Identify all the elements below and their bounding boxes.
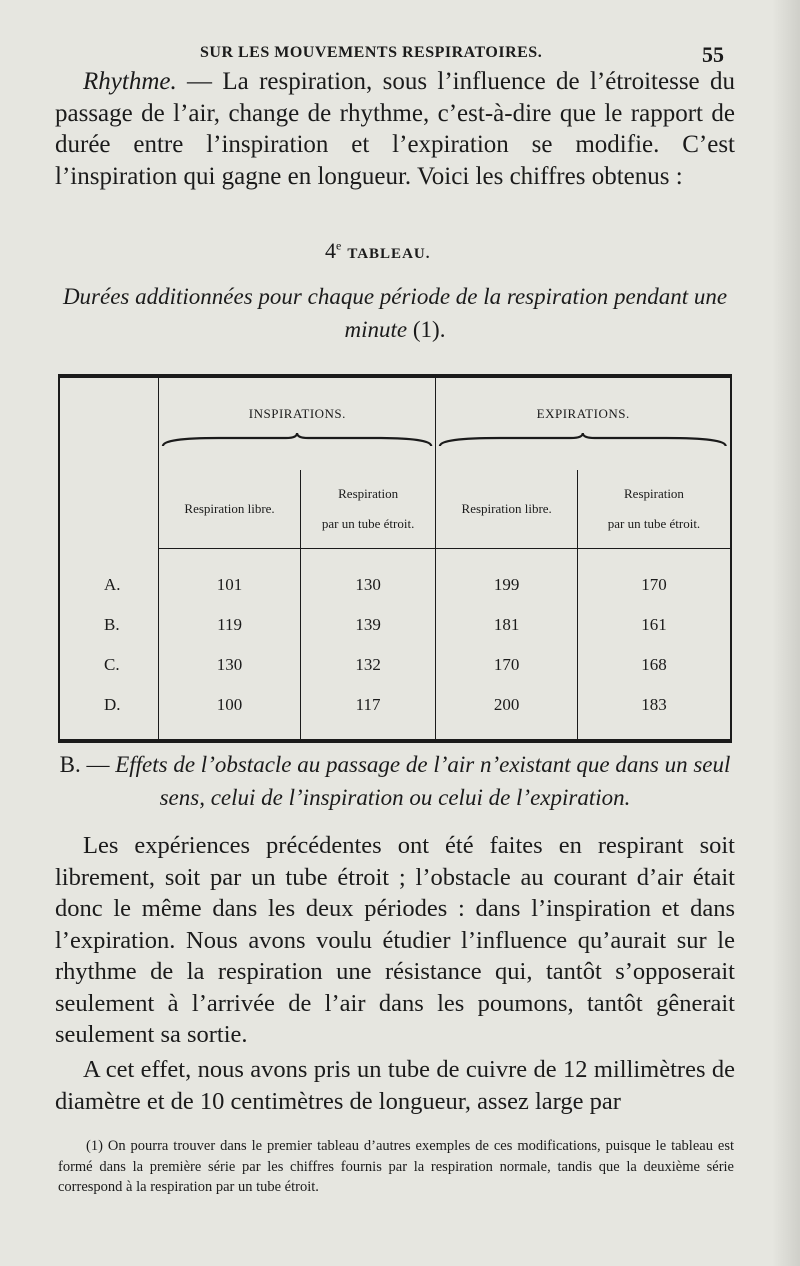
table-number-sup: e — [336, 238, 342, 253]
cell-value: 170 — [577, 549, 731, 606]
col-header-exp-tube: Respiration par un tube étroit. — [577, 470, 731, 549]
cell-value: 170 — [436, 645, 578, 685]
table-number-digit: 4 — [325, 238, 336, 263]
intro-text: — La respiration, sous l’influence de l’étroitesse du passage de l’air, change de rhythme, c’est-à-dire que le rapport de durée entre l’inspiration et l’expiration se modifie. C’est l’inspiration qui gagne en longueur. Voici les chiffres obtenus : — [55, 68, 735, 190]
group-header-inspirations — [159, 376, 436, 470]
respiration-table — [58, 374, 732, 743]
page-edge-shadow — [772, 0, 800, 1266]
row-label: A. — [104, 574, 121, 594]
table-caption-note: (1). — [407, 317, 446, 342]
cell-value: 181 — [436, 605, 578, 645]
body-paragraph-2-text: Les expériences précédentes ont été faites en respirant soit librement, soit par un tube étroit ; l’obstacle au courant d’air était donc le même dans les deux périodes : dans l’inspiration et dans l’expiration. Nous avons voulu étudier l’influence qu’aurait sur le rhythme de la respiration une résistance qui, tantôt s’opposerait seulement à l’arrivée de l’air dans les poumons, tantôt gênerait seulement sa sortie. — [55, 832, 735, 1048]
cell-value: 100 — [159, 685, 301, 725]
col-header-exp-libre: Respiration libre. — [436, 470, 578, 549]
body-paragraph-3-text: A cet effet, nous avons pris un tube de cuivre de 12 millimètres de diamètre et de 10 centimètres de longueur, assez large par — [55, 1056, 735, 1115]
row-label: B. — [104, 615, 120, 634]
col-header-insp-tube: Respiration par un tube étroit. — [300, 470, 436, 549]
cell-value: 161 — [577, 605, 731, 645]
table-caption — [55, 280, 735, 346]
footnote-text: (1) On pourra trouver dans le premier tableau d’autres exemples de ces modifications, puisque le tableau est formé dans la première série par les chiffres fournis par la respiration normale, tandis que la deuxième série correspond à la respiration par un tube étroit. — [58, 1138, 734, 1195]
table-row — [59, 605, 731, 645]
table-caption-main: Durées additionnées pour chaque période de la respiration pendant une minute — [62, 284, 728, 342]
footnote — [58, 1136, 734, 1198]
group-label-expirations: EXPIRATIONS. — [536, 406, 630, 421]
cell-value: 101 — [159, 549, 301, 606]
cell-value: 130 — [159, 645, 301, 685]
brace-expirations — [436, 432, 730, 448]
cell-value: 130 — [300, 549, 436, 606]
intro-paragraph — [55, 66, 735, 192]
section-b-heading — [55, 748, 735, 814]
page-number: 55 — [702, 42, 724, 67]
cell-value: 168 — [577, 645, 731, 685]
cell-value: 200 — [436, 685, 578, 725]
body-paragraph-3 — [55, 1054, 735, 1117]
section-b-lead: B. — — [59, 752, 116, 777]
col-header-insp-libre: Respiration libre. — [159, 470, 301, 549]
section-b-title: Effets de l’obstacle au passage de l’air n’existant que dans un seul sens, celui de l’inspiration ou celui de l’expiration. — [115, 752, 731, 810]
table-row — [59, 685, 731, 725]
body-paragraph-2 — [55, 830, 735, 1051]
table-number — [325, 238, 430, 264]
table-row — [59, 549, 731, 606]
brace-inspirations — [159, 432, 435, 448]
group-label-inspirations: INSPIRATIONS. — [248, 406, 346, 421]
cell-value: 139 — [300, 605, 436, 645]
cell-value: 119 — [159, 605, 301, 645]
cell-value: 117 — [300, 685, 436, 725]
running-title: SUR LES MOUVEMENTS RESPIRATOIRES. — [200, 44, 543, 61]
group-header-expirations — [436, 376, 731, 470]
cell-value: 183 — [577, 685, 731, 725]
cell-value: 199 — [436, 549, 578, 606]
table-row — [59, 645, 731, 685]
table-number-word: TABLEAU. — [347, 246, 431, 262]
row-label: D. — [104, 695, 121, 714]
row-label-header-cell — [59, 376, 159, 549]
row-label: C. — [104, 655, 120, 674]
cell-value: 132 — [300, 645, 436, 685]
intro-lead: Rhythme. — [83, 68, 177, 95]
